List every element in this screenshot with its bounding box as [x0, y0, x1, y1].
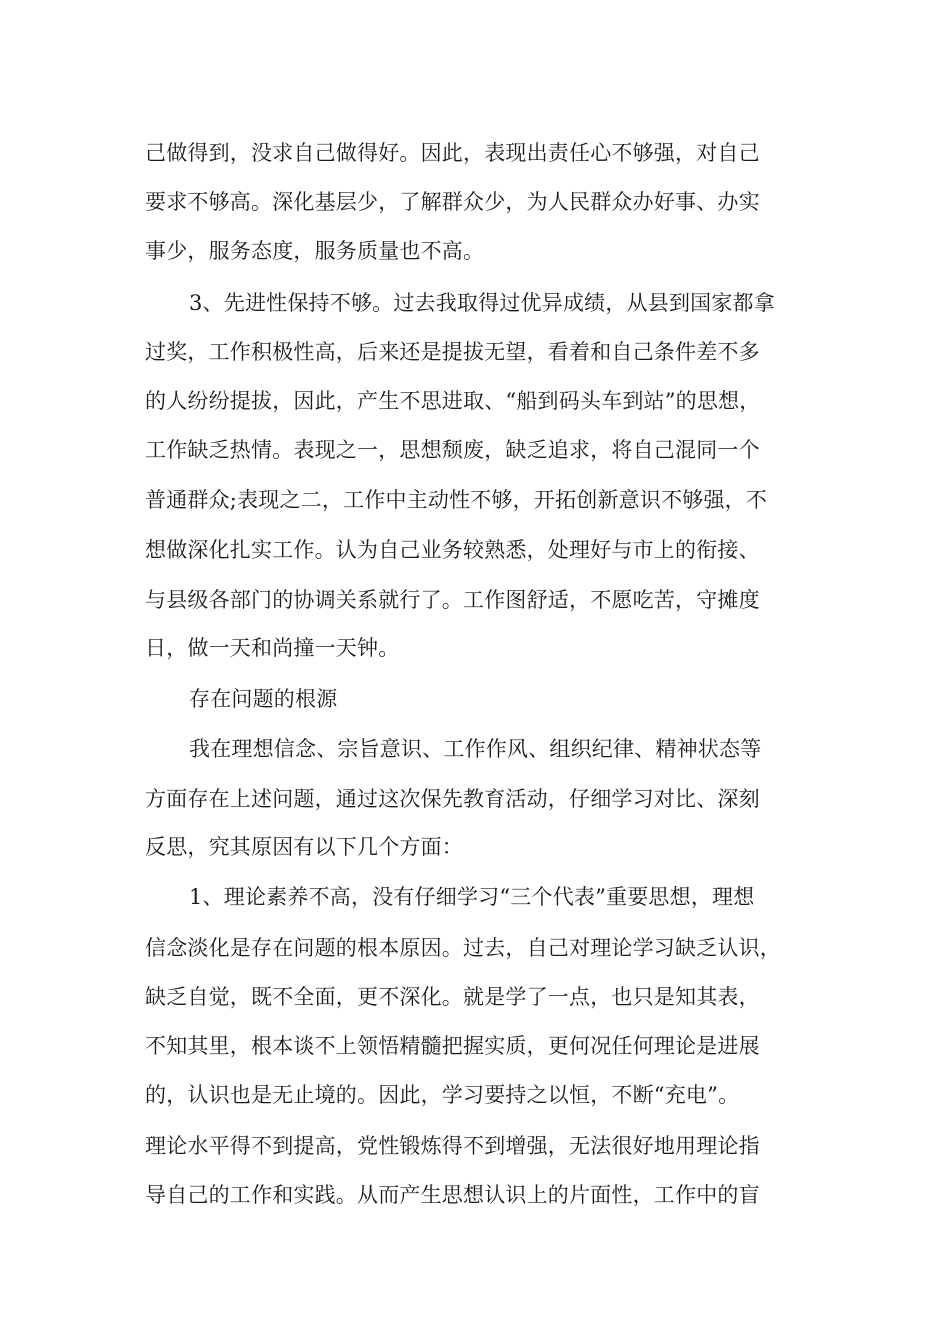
text-line: 反思，究其原因有以下几个方面： [145, 835, 463, 859]
text-line: 方面存在上述问题，通过这次保先教育活动，仔细学习对比、深刻 [145, 787, 760, 811]
text-line: 我在理想信念、宗旨意识、工作作风、组织纪律、精神状态等 [189, 737, 762, 761]
text-line: 要求不够高。深化基层少，了解群众少，为人民群众办好事、办实 [145, 190, 760, 214]
text-line: 事少，服务态度，服务质量也不高。 [145, 239, 485, 263]
text-line: 与县级各部门的协调关系就行了。工作图舒适，不愿吃苦，守摊度 [145, 588, 760, 612]
text-line: 3、先进性保持不够。过去我取得过优异成绩，从县到国家都拿 [189, 291, 775, 315]
text-line: 工作缺乏热情。表现之一，思想颓废，缺乏追求，将自己混同一个 [145, 438, 760, 462]
text-line: 不知其里，根本谈不上领悟精髓把握实质，更何况任何理论是进展 [145, 1034, 760, 1058]
section-heading: 存在问题的根源 [189, 687, 338, 711]
text-line: 1、理论素养不高，没有仔细学习“三个代表”重要思想，理想 [189, 885, 755, 909]
text-line: 想做深化扎实工作。认为自己业务较熟悉，处理好与市上的衔接、 [145, 538, 760, 562]
text-line: 导自己的工作和实践。从而产生思想认识上的片面性，工作中的盲 [145, 1183, 760, 1207]
text-line: 理论水平得不到提高，党性锻炼得不到增强，无法很好地用理论指 [145, 1134, 760, 1158]
text-line: 的，认识也是无止境的。因此，学习要持之以恒，不断“充电”。 [145, 1083, 740, 1107]
text-line: 缺乏自觉，既不全面，更不深化。就是学了一点，也只是知其表， [145, 985, 760, 1009]
text-line: 的人纷纷提拔，因此，产生不思进取、“船到码头车到站”的思想， [145, 389, 761, 413]
text-line: 普通群众;表现之二，工作中主动性不够，开拓创新意识不够强，不 [145, 488, 768, 512]
text-line: 日，做一天和尚撞一天钟。 [145, 636, 400, 660]
text-line: 过奖，工作积极性高，后来还是提拔无望，看着和自己条件差不多 [145, 340, 760, 364]
text-line: 信念淡化是存在问题的根本原因。过去，自己对理论学习缺乏认识， [145, 936, 781, 960]
text-line: 己做得到，没求自己做得好。因此，表现出责任心不够强，对自己 [145, 141, 760, 165]
